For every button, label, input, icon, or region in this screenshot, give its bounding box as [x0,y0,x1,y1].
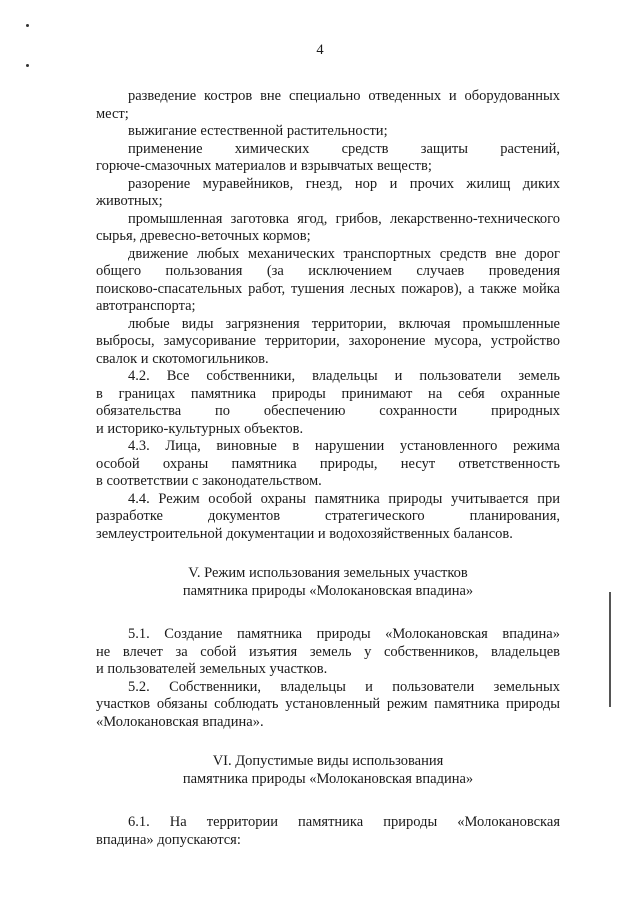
paragraph-4-3 [96,438,560,491]
text-line: в соответствии с законодательством. [96,473,322,489]
section-5-heading [96,565,560,600]
text-line: поисково-спасательных работ, тушения лесных пожаров), а также мойка [96,280,560,297]
text-line: 6.1. На территории памятника природы «Молокановская [128,814,560,830]
heading-line: V. Режим использования земельных участков [188,565,468,581]
paragraph-pollution [96,316,560,369]
text-line: 5.2. Собственники, владельцы и пользователи земельных [128,678,560,695]
text-line: свалок и скотомогильников. [96,350,269,367]
paragraph-6-1 [96,814,560,849]
text-line: выбросы, замусоривание территории, захоронение мусора, устройство [96,333,560,349]
text-line: и пользователей земельных участков. [96,661,328,677]
text-line: мест; [96,105,129,122]
heading-line: памятника природы «Молокановская впадина» [182,582,474,599]
text-line: 4.4. Режим особой охраны памятника природы учитывается при [128,490,560,507]
spacer [96,788,560,814]
text-line: особой охраны памятника природы, несут ответственность [96,455,560,472]
paragraph-5-1 [96,626,560,679]
scan-speck-top [26,24,29,27]
heading-line: VI. Допустимые виды использования [212,753,444,769]
text-line: в границах памятника природы принимают на себя охранные [96,385,560,402]
text-line: землеустроительной документации и водохозяйственных балансов. [96,525,513,542]
text-line: разведение костров вне специально отведенных и оборудованных [128,88,560,104]
text-line: 4.2. Все собственники, владельцы и пользователи земель [128,368,560,384]
text-line: промышленная заготовка ягод, грибов, лекарственно-технического [128,210,560,227]
text-line: автотранспорта; [96,298,196,314]
text-line: участков обязаны соблюдать установленный режим памятника природы [96,696,560,712]
paragraph-harvesting [96,211,560,246]
text-line: 4.3. Лица, виновные в нарушении установленного режима [128,438,560,454]
paragraph-campfires [96,88,560,123]
text-line: разработке документов стратегического планирования, [96,508,560,524]
text-line: животных; [96,193,163,209]
spacer [96,543,560,565]
text-line: общего пользования (за исключением случаев проведения [96,263,560,279]
text-line: горюче-смазочных материалов и взрывчатых веществ; [96,158,432,174]
text-line: обязательства по обеспечению сохранности природных [96,403,560,419]
text-line: выжигание естественной растительности; [128,123,388,139]
paragraph-4-2 [96,368,560,438]
heading-line: памятника природы «Молокановская впадина» [182,770,474,787]
text-line: не влечет за собой изъятия земель у собственников, владельцев [96,643,560,660]
paragraph-4-4 [96,491,560,544]
paragraph-nests [96,176,560,211]
section-6-heading [96,753,560,788]
text-line: любые виды загрязнения территории, включая промышленные [128,315,560,332]
paragraph-5-2 [96,679,560,732]
text-line: разорение муравейников, гнезд, нор и прочих жилищ диких [128,175,560,192]
spacer [96,731,560,753]
paragraph-chemicals [96,141,560,176]
paragraph-vehicles [96,246,560,316]
scan-speck-bottom [26,64,29,67]
text-line: 5.1. Создание памятника природы «Молокановская впадина» [128,626,560,642]
text-line: и историко-культурных объектов. [96,420,304,437]
text-line: «Молокановская впадина». [96,713,264,730]
text-line: движение любых механических транспортных средств вне дорог [128,245,560,262]
text-line: сырья, древесно-веточных кормов; [96,228,311,244]
text-line: применение химических средств защиты растений, [128,140,560,157]
page-number: 4 [316,42,324,58]
scan-edge-mark [609,592,611,707]
spacer [96,600,560,626]
text-line: впадина» допускаются: [96,831,241,848]
document-body [96,88,560,849]
paragraph-burning [96,123,560,141]
